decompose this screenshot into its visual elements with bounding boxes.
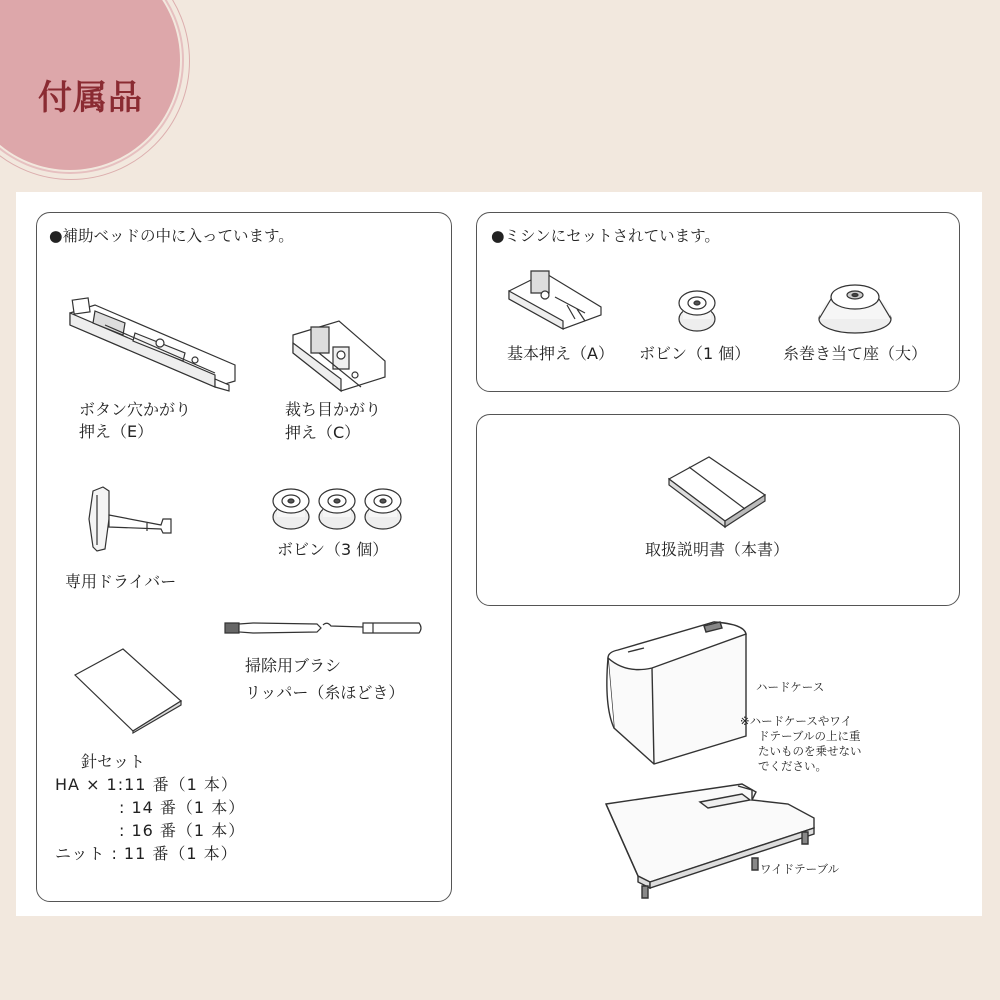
accessory-sheet xyxy=(16,192,982,916)
overcasting-foot-illustration xyxy=(289,317,389,397)
hard-case-note-3: たいものを乗せない xyxy=(758,744,862,758)
needle-set-illustration xyxy=(73,647,183,733)
hard-case-note-2: ドテーブルの上に重 xyxy=(758,729,861,743)
manual-box xyxy=(476,414,960,606)
accessory-bed-heading: ●補助ベッドの中に入っています。 xyxy=(49,227,294,245)
buttonhole-foot-label-2: 押え（E） xyxy=(79,422,154,441)
manual-label: 取扱説明書（本書） xyxy=(645,540,790,559)
installed-items-heading: ●ミシンにセットされています。 xyxy=(491,227,720,245)
manual-book-illustration xyxy=(667,455,767,527)
wide-table-illustration xyxy=(602,782,816,906)
ripper-label: リッパー（糸ほどき） xyxy=(245,683,405,702)
hard-case-note-1: ※ハードケースやワイ xyxy=(740,714,852,728)
needle-set-line-4: ニット : 11 番（1 本） xyxy=(55,844,238,863)
spool-cap-label: 糸巻き当て座（大） xyxy=(783,344,928,363)
wide-table-label: ワイドテーブル xyxy=(760,862,840,876)
bobbin-one-illustration xyxy=(675,289,719,333)
buttonhole-foot-label-1: ボタン穴かがり xyxy=(79,400,192,419)
needle-set-title: 針セット xyxy=(81,752,146,771)
brush-ripper-illustration xyxy=(223,617,423,639)
overcasting-foot-label-1: 裁ち目かがり xyxy=(285,400,382,419)
section-title: 付属品 xyxy=(38,78,143,118)
bobbins-three-label: ボビン（3 個） xyxy=(277,540,389,559)
hard-case-label: ハードケース xyxy=(756,680,825,694)
presser-foot-a-illustration xyxy=(505,269,605,331)
needle-set-line-1: HA × 1:11 番（1 本） xyxy=(55,775,238,794)
spool-cap-illustration xyxy=(817,279,893,335)
screwdriver-label: 専用ドライバー xyxy=(65,572,177,591)
hard-case-illustration xyxy=(604,616,752,766)
bobbins-three-illustration xyxy=(269,487,409,531)
needle-set-line-2: : 14 番（1 本） xyxy=(119,798,246,817)
bobbin-one-label: ボビン（1 個） xyxy=(639,344,751,363)
accessory-bed-box xyxy=(36,212,452,902)
hard-case-note-4: でください。 xyxy=(758,759,827,773)
needle-set-line-3: : 16 番（1 本） xyxy=(119,821,246,840)
installed-items-box xyxy=(476,212,960,392)
brush-label: 掃除用ブラシ xyxy=(245,656,342,675)
buttonhole-foot-illustration xyxy=(65,295,245,395)
presser-foot-a-label: 基本押え（A） xyxy=(507,344,614,363)
overcasting-foot-label-2: 押え（C） xyxy=(285,423,361,442)
screwdriver-illustration xyxy=(83,485,183,553)
